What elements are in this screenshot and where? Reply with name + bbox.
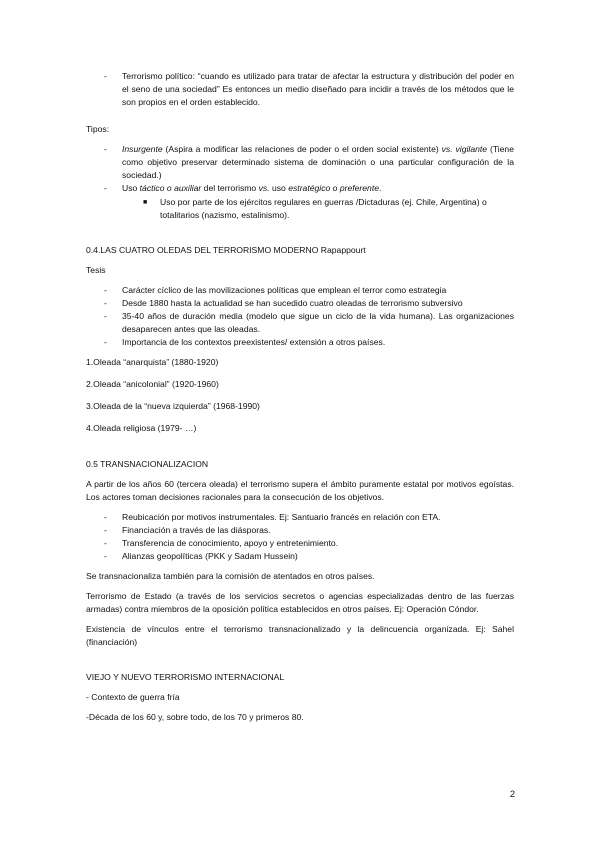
dash-bullet: -	[104, 337, 107, 347]
paragraph: Existencia de vínculos entre el terrorismo transnacionalizado y la delincuencia organizada. Ej: Sahel (financiación)	[86, 624, 514, 647]
item-text: Financiación a través de las diásporas.	[122, 525, 271, 535]
item-text: Transferencia de conocimiento, apoyo y entretenimiento.	[122, 538, 339, 548]
wave-item-1: 1.Oleada “anarquista” (1880-1920)	[86, 357, 219, 367]
paragraph: -Década de los 60 y, sobre todo, de los 70 y primeros 80.	[86, 712, 304, 722]
item-text: (Tiene como objetivo preservar determinado sistema de dominación o una particular configuración de la sociedad.)	[122, 144, 514, 180]
paragraph: Se transnacionaliza también para la comisión de atentados en otros países.	[86, 571, 375, 581]
list-item-uso-tactico	[86, 182, 514, 195]
dash-bullet: -	[104, 183, 107, 193]
wave-item-4: 4.Oleada religiosa (1979- …)	[86, 423, 197, 433]
list-item-insurgente	[86, 143, 514, 182]
page-number: 2	[509, 789, 515, 799]
list-item	[86, 524, 514, 537]
dash-bullet: -	[104, 525, 107, 535]
item-text: Desde 1880 hasta la actualidad se han sucedido cuatro oleadas de terrorismo subversivo	[122, 298, 463, 308]
italic-term: táctico o auxiliar	[139, 183, 202, 193]
italic-term: vs.	[258, 183, 270, 193]
paragraph: Terrorismo de Estado (a través de los servicios secretos o agencias especializadas dentro de las fuerzas armadas) contra miembros de la oposición política establecidos en otros países. Ej: Operación Cóndor.	[86, 591, 514, 614]
section-heading-viejo: VIEJO Y NUEVO TERRORISMO INTERNACIONAL	[86, 672, 285, 682]
sub-item-text: Uso por parte de los ejércitos regulares en guerras /Dictaduras (ej. Chile, Argentina) o totalitarios (nazismo, estalinismo).	[160, 197, 487, 220]
section-05-intro: A partir de los años 60 (tercera oleada) el terrorismo supera el ámbito puramente estatal por motivos egoístas. Los actores toman decisiones racionales para la consecución de los objetivos.	[86, 479, 514, 502]
square-bullet-icon: ■	[143, 199, 148, 206]
dash-bullet: -	[104, 551, 107, 561]
italic-term: vs. vigilante	[441, 144, 488, 154]
item-text: Alianzas geopolíticas (PKK y Sadam Hussein)	[122, 551, 298, 561]
section-heading-05: 0.5 TRANSNACIONALIZACION	[86, 459, 209, 469]
item-text: Uso	[122, 183, 140, 193]
item-text: (Aspira a modificar las relaciones de poder o el orden social existente)	[162, 144, 442, 154]
wave-item-3: 3.Oleada de la “nueva izquierda” (1968-1990)	[86, 401, 260, 411]
dash-bullet: -	[104, 538, 107, 548]
dash-bullet: -	[104, 71, 107, 81]
list-item	[86, 310, 514, 336]
italic-term: Insurgente	[122, 144, 163, 154]
item-text: Importancia de los contextos preexistentes/ extensión a otros países.	[122, 337, 386, 347]
list-item-terrorismo-politico	[86, 70, 514, 109]
item-text: .	[379, 183, 382, 193]
dash-bullet: -	[104, 144, 107, 154]
item-label: Terrorismo político:	[122, 71, 198, 81]
item-text: del terrorismo	[201, 183, 259, 193]
paragraph: - Contexto de guerra fría	[86, 692, 180, 702]
wave-item-2: 2.Oleada “anicolonial” (1920-1960)	[86, 379, 219, 389]
tesis-label: Tesis	[86, 265, 106, 275]
item-text: 35-40 años de duración media (modelo que sigue un ciclo de la vida humana). Las organizaciones desaparecen antes que las oleadas.	[122, 311, 514, 334]
list-item	[86, 297, 514, 310]
list-item	[86, 511, 514, 524]
item-text: Reubicación por motivos instrumentales. Ej: Santuario francés en relación con ETA.	[122, 512, 441, 522]
list-item	[86, 550, 514, 563]
item-text: “cuando es utilizado para tratar de afectar la estructura y distribución del poder en el seno de una sociedad” Es entonces un medio diseñado para incidir a través de los métodos que le son propios en el orden establecido.	[122, 71, 514, 107]
sub-list-item	[86, 196, 514, 222]
tipos-heading: Tipos:	[86, 124, 110, 134]
list-item	[86, 336, 514, 349]
item-text: Carácter cíclico de las movilizaciones políticas que emplean el terror como estrategia	[122, 285, 447, 295]
italic-term: estratégico o preferente	[288, 183, 380, 193]
dash-bullet: -	[104, 311, 107, 321]
dash-bullet: -	[104, 285, 107, 295]
list-item	[86, 284, 514, 297]
list-item	[86, 537, 514, 550]
dash-bullet: -	[104, 298, 107, 308]
page-content	[86, 70, 514, 724]
item-text: uso	[269, 183, 289, 193]
section-heading-04: 0.4.LAS CUATRO OLEDAS DEL TERRORISMO MODERNO Rapappourt	[86, 245, 366, 255]
dash-bullet: -	[104, 512, 107, 522]
